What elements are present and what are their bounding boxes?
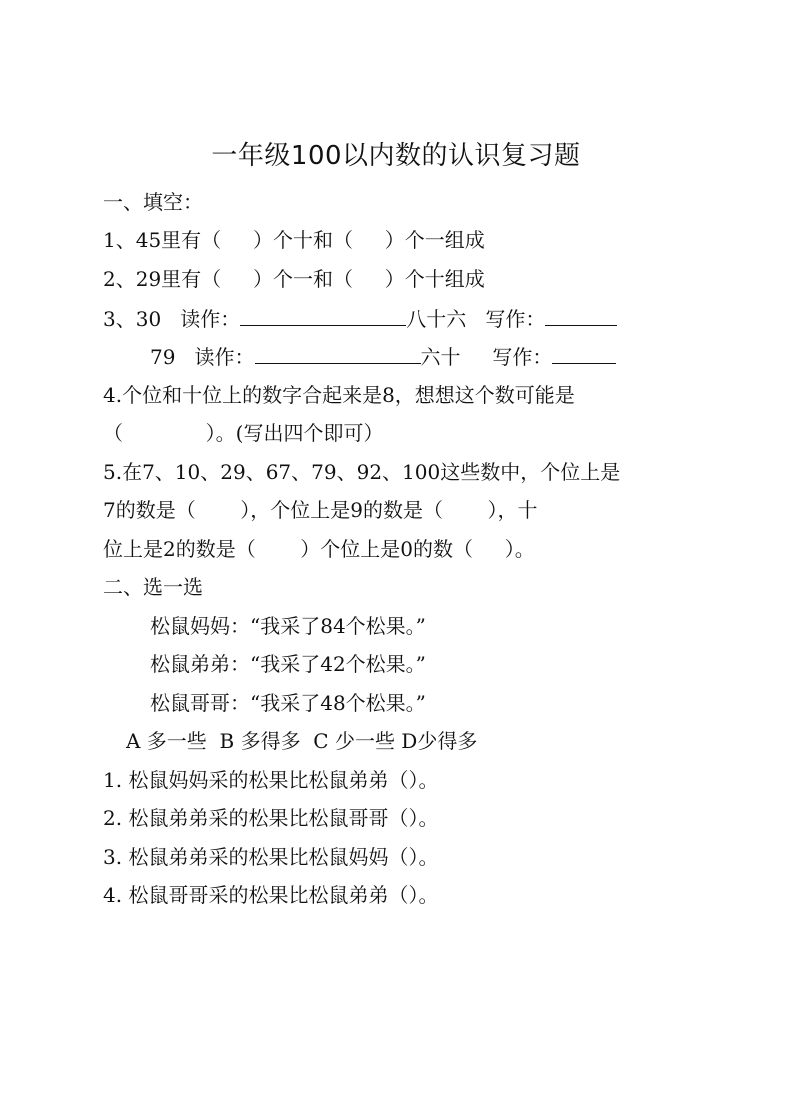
- question-5-line2: 7的数是（ ），个位上是9的数是（ ），十: [103, 498, 538, 522]
- page-title: 一年级100以内数的认识复习题: [211, 141, 581, 171]
- question-2: 2、29里有（ ）个一和（ ）个十组成: [103, 267, 485, 291]
- question-4-line2: （ ）。(写出四个即可）: [103, 421, 384, 445]
- quote-mother: 松鼠妈妈：“我采了84个松果。”: [150, 614, 426, 638]
- quote-younger-brother: 松鼠弟弟：“我采了42个松果。”: [150, 652, 426, 676]
- question-3b: [150, 341, 616, 372]
- question-1: 1、45里有（ ）个十和（ ）个一组成: [103, 228, 485, 252]
- answer-blank: [255, 341, 421, 364]
- question-4-line1: 4.个位和十位上的数字合起来是8，想想这个数可能是: [103, 383, 575, 407]
- question-3a-prefix: 3、30 读作：: [103, 307, 241, 331]
- answer-blank: [240, 303, 406, 326]
- choice-question-2: 2. 松鼠弟弟采的松果比松鼠哥哥（）。: [103, 806, 439, 830]
- answer-options: A 多一些 B 多得多 C 少一些 D少得多: [126, 729, 478, 753]
- answer-blank: [545, 303, 617, 326]
- choice-question-3: 3. 松鼠弟弟采的松果比松鼠妈妈（）。: [103, 845, 439, 869]
- question-3b-mid: 六十 写作：: [420, 345, 553, 369]
- question-3a-mid: 八十六 写作：: [406, 307, 546, 331]
- answer-blank: [552, 341, 616, 364]
- section2-heading: 二、选一选: [103, 575, 203, 599]
- quote-older-brother: 松鼠哥哥：“我采了48个松果。”: [150, 691, 426, 715]
- question-3a: [103, 303, 617, 334]
- question-3b-prefix: 79 读作：: [150, 345, 255, 369]
- question-5-line1: 5.在7、10、29、67、79、92、100这些数中，个位上是: [103, 460, 621, 484]
- choice-question-1: 1. 松鼠妈妈采的松果比松鼠弟弟（）。: [103, 768, 439, 792]
- choice-question-4: 4. 松鼠哥哥采的松果比松鼠弟弟（）。: [103, 883, 439, 907]
- section1-heading: 一、填空：: [103, 190, 203, 214]
- question-5-line3: 位上是2的数是（ ）个位上是0的数（ ）。: [103, 537, 535, 561]
